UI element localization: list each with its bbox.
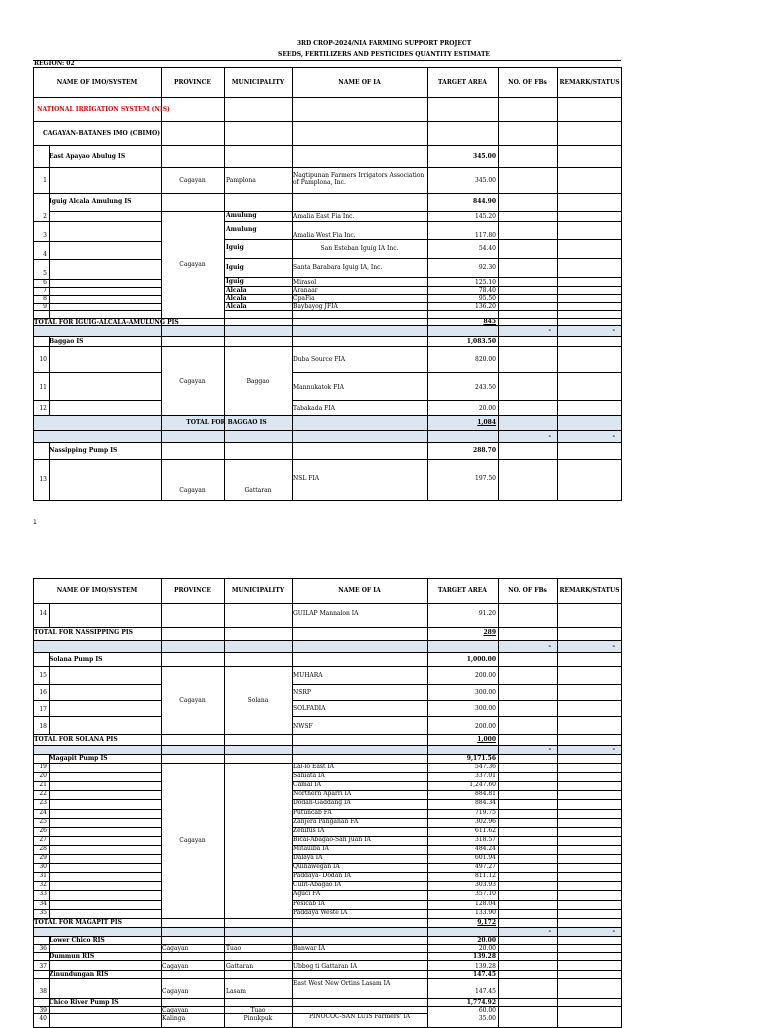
- system-total: 139.28: [473, 953, 496, 960]
- province: Cagayan: [162, 1007, 189, 1014]
- system-name: Dummun RIS: [49, 953, 95, 960]
- row-number: 25: [39, 818, 47, 825]
- col-header-municipality: MUNICIPALITY: [231, 587, 285, 594]
- col-header-target-area: TARGET AREA: [438, 587, 487, 594]
- ia-name: Lal-lo East IA: [293, 763, 335, 770]
- municipality: Iguig: [226, 264, 244, 271]
- municipality: Solana: [247, 697, 269, 704]
- province: Cagayan: [179, 261, 206, 268]
- subtitle-underline: [33, 60, 621, 61]
- system-name: East Apayao Abulug IS: [49, 153, 126, 160]
- ia-name: Nagtipunan Farmers Irrigators Association of Pamplona, Inc.: [293, 172, 425, 186]
- row-number: 23: [39, 799, 47, 806]
- ia-name: Dodan-Gaddang IA: [293, 799, 351, 806]
- system-total: 9,171.56: [466, 755, 496, 762]
- col-header-province: PROVINCE: [174, 587, 211, 594]
- nis-label: NATIONAL IRRIGATION SYSTEM (NIS): [37, 106, 170, 113]
- col-header-imo: NAME OF IMO/SYSTEM: [56, 79, 138, 86]
- row-number: 13: [39, 476, 47, 483]
- target-area: 92.30: [478, 264, 496, 271]
- ia-name: Duba Source FIA: [293, 356, 346, 363]
- col-header-remark: REMARK/STATUS: [559, 79, 620, 86]
- target-area: 128.04: [475, 900, 496, 907]
- province: Cagayan: [162, 945, 189, 952]
- row-number: 12: [39, 405, 47, 412]
- ia-name: CpaFia: [293, 295, 315, 302]
- ia-name: Mitauiba IA: [293, 845, 329, 852]
- ia-name: Saniata IA: [293, 772, 325, 779]
- target-area: 884.81: [475, 790, 496, 797]
- system-name: Nassipping Pump IS: [49, 447, 118, 454]
- system-name: Iguig Alcala Amulung IS: [49, 198, 132, 205]
- target-area: 147.45: [475, 988, 496, 995]
- ia-name: Mannukatok FIA: [293, 384, 344, 391]
- row-number: 19: [39, 763, 47, 770]
- province: Cagayan: [179, 378, 206, 385]
- ia-name: NWSF: [293, 723, 313, 730]
- target-area: 484.24: [475, 845, 496, 852]
- row-number: 26: [39, 827, 47, 834]
- total-value: 845: [483, 318, 496, 325]
- target-area: 139.28: [475, 963, 496, 970]
- dash: -: [612, 327, 615, 334]
- row-number: 21: [39, 781, 47, 788]
- target-area: 1,247.60: [469, 781, 496, 788]
- target-area: 811.12: [475, 872, 496, 879]
- col-header-ia: NAME OF IA: [338, 587, 381, 594]
- col-header-fbs: NO. OF FBs: [508, 587, 547, 594]
- target-area: 125.10: [475, 279, 496, 286]
- row-number: 29: [39, 854, 47, 861]
- row-number: 5: [43, 270, 47, 277]
- dash: -: [612, 928, 615, 935]
- ia-name: NSL FIA: [293, 475, 320, 482]
- row-number: 33: [39, 890, 47, 897]
- row-number: 27: [39, 836, 47, 843]
- municipality: Pinukpuk: [243, 1015, 273, 1022]
- row-number: 16: [39, 689, 47, 696]
- ia-name: Paddaya- Dodan IA: [293, 872, 351, 879]
- target-area: 601.94: [475, 854, 496, 861]
- target-area: 78.40: [478, 287, 496, 294]
- row-number: 30: [39, 863, 47, 870]
- target-area: 611.62: [475, 827, 496, 834]
- region-label: REGION: 02: [34, 60, 75, 67]
- row-number: 15: [39, 672, 47, 679]
- row-number: 11: [39, 384, 47, 391]
- ia-name: Santa Barabara Iguig IA, Inc.: [293, 264, 383, 271]
- row-number: 10: [39, 356, 47, 363]
- row-number: 3: [43, 232, 47, 239]
- target-area: 300.00: [475, 705, 496, 712]
- total-label: TOTAL FOR IGUIG-ALCALA-AMULUNG PIS: [34, 319, 179, 326]
- province: Kalinga: [162, 1015, 186, 1022]
- target-area: 197.50: [475, 475, 496, 482]
- target-area: 200.00: [475, 723, 496, 730]
- system-total: 20.00: [477, 937, 496, 944]
- ia-name: Dalaya IA: [293, 854, 323, 861]
- system-name: Baggao IS: [49, 338, 84, 345]
- total-label: TOTAL FOR SOLANA PIS: [34, 736, 118, 743]
- target-area: 884.34: [475, 799, 496, 806]
- row-number: 31: [39, 872, 47, 879]
- target-area: 318.57: [475, 836, 496, 843]
- system-total: 1,774.92: [466, 999, 496, 1006]
- total-value: 1,000: [477, 736, 496, 743]
- dash: -: [612, 746, 615, 753]
- dash: -: [548, 433, 551, 440]
- row-number: 9: [43, 303, 47, 310]
- municipality: Iguig: [226, 244, 244, 251]
- row-number: 2: [43, 213, 47, 220]
- municipality: Iguig: [226, 278, 244, 285]
- system-name: Solana Pump IS: [49, 656, 103, 663]
- target-area: 117.80: [475, 232, 496, 239]
- col-header-target-area: TARGET AREA: [438, 79, 487, 86]
- target-area: 136.20: [475, 303, 496, 310]
- system-name: Magapit Pump IS: [49, 755, 108, 762]
- dash: -: [548, 746, 551, 753]
- row-number: 17: [39, 706, 47, 713]
- dash: -: [548, 928, 551, 935]
- system-name: Zinundungan RIS: [49, 971, 109, 978]
- ia-name: Quinawegan IA: [293, 863, 340, 870]
- system-name: Lower Chico RIS: [49, 937, 105, 944]
- target-area: 719.75: [475, 809, 496, 816]
- dash: -: [612, 433, 615, 440]
- total-value: 289: [483, 629, 496, 636]
- col-header-fbs: NO. OF FBs: [508, 79, 547, 86]
- dash: -: [548, 327, 551, 334]
- ia-name: Amalia East Fia Inc.: [293, 213, 355, 220]
- municipality: Alcala: [226, 287, 247, 294]
- ia-name: Camal IA: [293, 781, 321, 788]
- row-number: 37: [39, 963, 47, 970]
- ia-name: East West New Ortins Lasam IA: [293, 980, 391, 987]
- target-area: 60.00: [478, 1007, 496, 1014]
- target-area: 133.90: [475, 909, 496, 916]
- target-area: 95.50: [478, 295, 496, 302]
- municipality: Alcala: [226, 295, 247, 302]
- ia-name: Tabakada FIA: [293, 405, 335, 412]
- target-area: 337.01: [475, 772, 496, 779]
- municipality: Amulung: [226, 226, 257, 233]
- municipality: Alcala: [226, 303, 247, 310]
- system-total: 1,083.50: [466, 338, 496, 345]
- municipality: Tuao: [226, 945, 242, 952]
- ia-name: Paddaya Weste IA: [293, 909, 348, 916]
- target-area: 35.00: [478, 1015, 496, 1022]
- municipality: Tuao: [250, 1007, 266, 1014]
- total-label: TOTAL FOR BAGGAO IS: [186, 419, 267, 426]
- ia-name: MUHARA: [293, 672, 323, 679]
- ia-name: Aguci FA: [293, 890, 321, 897]
- row-number: 28: [39, 845, 47, 852]
- col-header-imo: NAME OF IMO/SYSTEM: [56, 587, 138, 594]
- ia-name: Putuncab FA: [293, 809, 332, 816]
- ia-name: Zenifus IA: [293, 827, 325, 834]
- col-header-province: PROVINCE: [174, 79, 211, 86]
- target-area: 357.10: [475, 890, 496, 897]
- ia-name: NSRP: [293, 689, 311, 696]
- total-value: 1,084: [477, 419, 496, 426]
- target-area: 54.40: [478, 245, 496, 252]
- col-header-ia: NAME OF IA: [338, 79, 381, 86]
- province: Cagayan: [162, 963, 189, 970]
- row-number: 18: [39, 723, 47, 730]
- dash: -: [612, 643, 615, 650]
- target-area: 547.36: [475, 763, 496, 770]
- row-number: 8: [43, 295, 47, 302]
- target-area: 303.93: [475, 881, 496, 888]
- row-number: 4: [43, 251, 47, 258]
- target-area: 243.50: [475, 384, 496, 391]
- target-area: 20.00: [478, 405, 496, 412]
- col-header-municipality: MUNICIPALITY: [231, 79, 285, 86]
- province: Cagayan: [179, 177, 206, 184]
- row-number: 36: [39, 945, 47, 952]
- total-label: TOTAL FOR MAGAPIT PIS: [34, 919, 122, 926]
- row-number: 6: [43, 279, 47, 286]
- province: Cagayan: [179, 487, 206, 494]
- system-total: 1,000.00: [466, 656, 496, 663]
- ia-name: Zanjera Panganan FA: [293, 818, 359, 825]
- row-number: 40: [39, 1015, 47, 1022]
- row-number: 24: [39, 809, 47, 816]
- ia-name: Aranaar: [293, 287, 318, 294]
- target-area: 497.27: [475, 863, 496, 870]
- municipality: Gattaran: [226, 963, 254, 970]
- ia-name: Bical-Abagao-San Juan IA: [293, 836, 371, 843]
- imo-label: CAGAYAN-BATANES IMO (CBIMO): [43, 130, 161, 137]
- row-number: 20: [39, 772, 47, 779]
- dash: -: [548, 643, 551, 650]
- province: Cagayan: [179, 697, 206, 704]
- system-name: Chico River Pump IS: [49, 999, 119, 1006]
- ia-name: GUILAP Mannalon IA: [293, 610, 359, 617]
- ia-name: Banwar IA: [293, 945, 326, 952]
- system-total: 147.45: [473, 971, 496, 978]
- province: Cagayan: [162, 988, 189, 995]
- municipality: Gattaran: [244, 487, 272, 494]
- target-area: 302.96: [475, 818, 496, 825]
- ia-name: Northern Aparri IA: [293, 790, 352, 797]
- target-area: 200.00: [475, 672, 496, 679]
- system-total: 844.90: [473, 198, 496, 205]
- page-number: 1: [33, 519, 37, 526]
- report-subtitle: SEEDS, FERTILIZERS AND PESTICIDES QUANTITY ESTIMATE: [278, 51, 490, 58]
- total-value: 9,172: [477, 919, 496, 926]
- ia-name: PINOCOC-SAN LUIS Farmers' IA: [308, 1013, 411, 1020]
- row-number: 34: [39, 900, 47, 907]
- col-header-remark: REMARK/STATUS: [559, 587, 620, 594]
- row-number: 35: [39, 909, 47, 916]
- province: Cagayan: [179, 837, 206, 844]
- municipality: Amulung: [226, 212, 257, 219]
- row-number: 39: [39, 1007, 47, 1014]
- system-total: 345.00: [473, 153, 496, 160]
- row-number: 32: [39, 881, 47, 888]
- ia-name: Baybayog JFIA: [293, 303, 338, 310]
- municipality: Lasam: [226, 988, 246, 995]
- shade-row: [34, 415, 621, 430]
- ia-name: Culit-Abagao IA: [293, 881, 342, 888]
- ia-name: SOLFADIA: [293, 705, 326, 712]
- row-number: 38: [39, 988, 47, 995]
- municipality: Pamplona: [226, 177, 256, 184]
- total-label: TOTAL FOR NASSIPPING PIS: [34, 629, 134, 636]
- ia-name: Ubbog ti Gattaran IA: [293, 963, 358, 970]
- report-title: 3RD CROP-2024/NIA FARMING SUPPORT PROJECT: [296, 40, 472, 47]
- row-number: 22: [39, 790, 47, 797]
- row-number: 14: [39, 610, 47, 617]
- target-area: 345.00: [475, 177, 496, 184]
- ia-name: Pesicab IA: [293, 900, 325, 907]
- row-number: 7: [43, 287, 47, 294]
- target-area: 91.20: [478, 610, 496, 617]
- system-total: 288.70: [473, 447, 496, 454]
- ia-name: Amalia West Fia Inc.: [293, 232, 356, 239]
- row-number: 1: [43, 177, 47, 184]
- target-area: 145.20: [475, 213, 496, 220]
- target-area: 820.00: [475, 356, 496, 363]
- ia-name: Mirasol: [293, 279, 317, 286]
- ia-name: San Esteban Iguig IA Inc.: [320, 245, 399, 252]
- target-area: 300.00: [475, 689, 496, 696]
- municipality: Baggao: [246, 378, 270, 385]
- target-area: 20.00: [478, 945, 496, 952]
